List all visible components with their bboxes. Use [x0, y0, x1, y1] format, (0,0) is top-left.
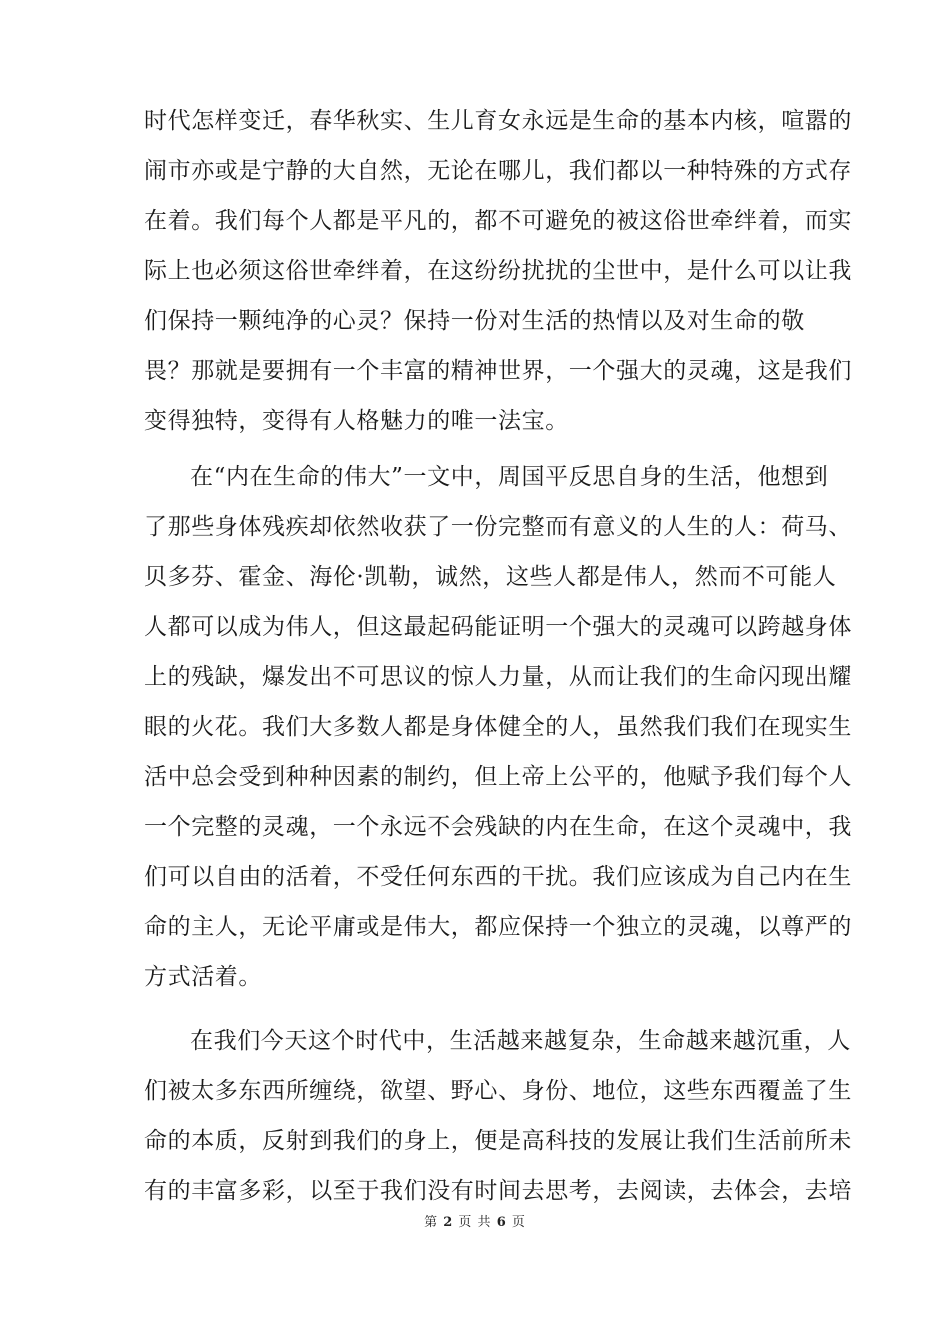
text-line: 在我们今天这个时代中，生活越来越复杂，生命越来越沉重，人 [190, 1028, 851, 1054]
text-line: 时代怎样变迁，春华秋实、生儿育女永远是生命的基本内核，喧嚣的 [144, 108, 852, 134]
current-page-number: 2 [443, 1215, 454, 1230]
text-line: 畏？那就是要拥有一个丰富的精神世界，一个强大的灵魂，这是我们 [144, 358, 852, 384]
text-line: 在“内在生命的伟大”一文中，周国平反思自身的生活，他想到 [190, 464, 829, 490]
text-line: 们可以自由的活着，不受任何东西的干扰。我们应该成为自己内在生 [144, 864, 852, 890]
text-line: 眼的火花。我们大多数人都是身体健全的人，虽然我们我们在现实生 [144, 714, 852, 740]
footer-prefix: 第 [424, 1215, 439, 1230]
total-pages-number: 6 [496, 1215, 507, 1230]
text-line: 活中总会受到种种因素的制约，但上帝上公平的，他赋予我们每个人 [144, 764, 852, 790]
text-line: 们保持一颗纯净的心灵？保持一份对生活的热情以及对生命的敬 [144, 308, 805, 334]
text-line: 们被太多东西所缠绕，欲望、野心、身份、地位，这些东西覆盖了生 [144, 1078, 852, 1104]
text-line: 一个完整的灵魂，一个永远不会残缺的内在生命，在这个灵魂中，我 [144, 814, 852, 840]
text-line: 上的残缺，爆发出不可思议的惊人力量，从而让我们的生命闪现出耀 [144, 664, 852, 690]
footer-middle: 页 共 [458, 1215, 492, 1230]
text-line: 在着。我们每个人都是平凡的，都不可避免的被这俗世牵绊着，而实 [144, 208, 852, 234]
text-line: 变得独特，变得有人格魅力的唯一法宝。 [144, 408, 569, 434]
text-line: 闹市亦或是宁静的大自然，无论在哪儿，我们都以一种特殊的方式存 [144, 158, 852, 184]
text-line: 人都可以成为伟人，但这最起码能证明一个强大的灵魂可以跨越身体 [144, 614, 852, 640]
text-line: 方式活着。 [144, 964, 262, 990]
page-footer [0, 1213, 950, 1233]
text-line: 命的本质，反射到我们的身上，便是高科技的发展让我们生活前所未 [144, 1128, 852, 1154]
text-line: 命的主人，无论平庸或是伟大，都应保持一个独立的灵魂，以尊严的 [144, 914, 852, 940]
text-line: 贝多芬、霍金、海伦·凯勒，诚然，这些人都是伟人，然而不可能人 [144, 564, 837, 590]
text-line: 有的丰富多彩，以至于我们没有时间去思考，去阅读，去体会，去培 [144, 1178, 852, 1204]
text-line: 了那些身体残疾却依然收获了一份完整而有意义的人生的人：荷马、 [144, 514, 852, 540]
text-line: 际上也必须这俗世牵绊着，在这纷纷扰扰的尘世中，是什么可以让我 [144, 258, 852, 284]
footer-suffix: 页 [511, 1215, 526, 1230]
